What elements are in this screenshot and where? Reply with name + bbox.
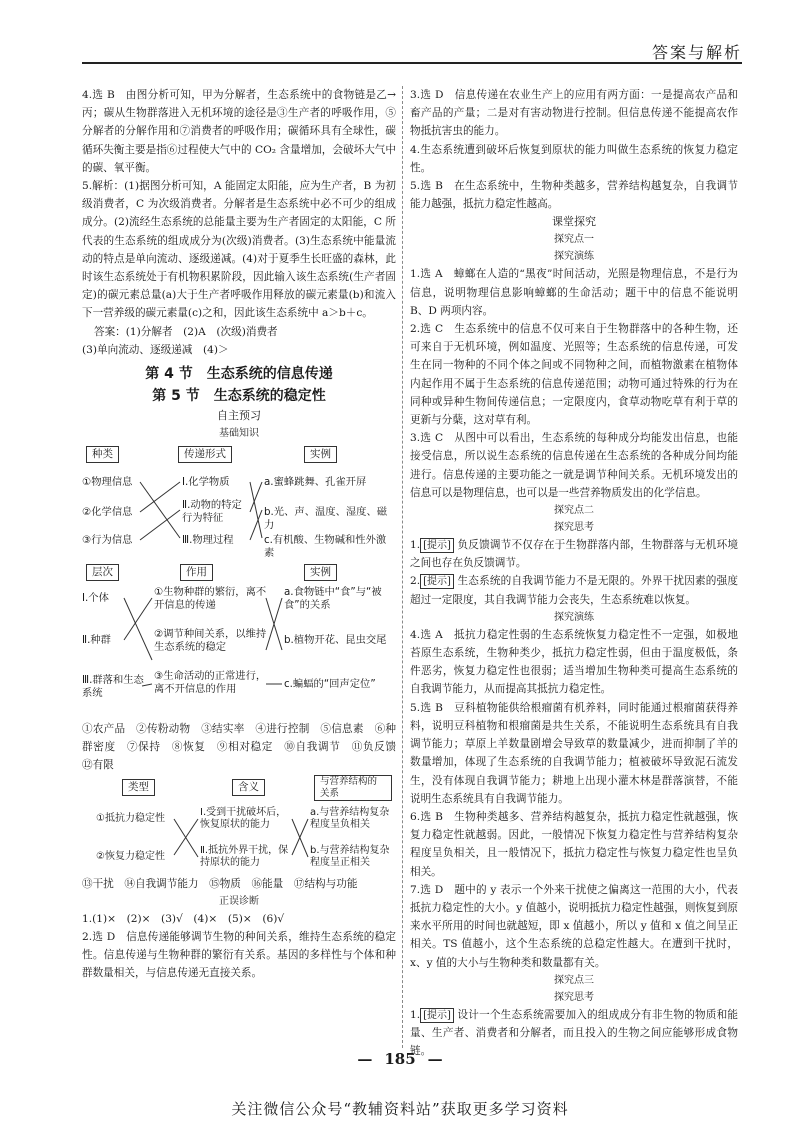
role-example-c: c.蝙蝠的“回声定位” <box>284 678 376 691</box>
page-number: — 185 — <box>357 1050 443 1068</box>
diagnosis-5: 5.选 B 在生态系统中，生物种类越多，营养结构越复杂，自我调节能力越强，抵抗力稳定性越高。 <box>410 180 738 211</box>
thinking-3-num: 1. <box>410 1008 421 1021</box>
thinking-2-num: 2. <box>410 575 421 588</box>
section-5-title: 第 5 节 生态系统的稳定性 <box>152 388 326 405</box>
explore-point-1: 探究点一 <box>554 234 594 246</box>
thinking-1-text: 负反馈调节不仅存在于生物群落内部，生物群落与无机环境之间也存在负反馈调节。 <box>410 539 738 570</box>
hint-label: [提示] <box>420 538 454 553</box>
relation-a: a.与营养结构复杂程度呈负相关 <box>310 806 390 830</box>
info-type-diagram <box>82 442 396 560</box>
thinking-1 <box>410 536 738 572</box>
practice-heading-1: 探究演练 <box>554 251 594 263</box>
form-chemical: Ⅰ.化学物质 <box>182 476 230 489</box>
role-2: ②调节种间关系，以维持生态系统的稳定 <box>154 628 267 654</box>
left-column <box>82 86 407 983</box>
practice-7: 7.选 D 题中的 y 表示一个外来干扰使之偏离这一范围的大小，代表抵抗力稳定性的大小。y 值越小，说明抵抗力稳定性越强，则恢复到原来水平所用的时间也就越短，即 x 值越小，所以 y 值和 x 值之间呈正相关。TS 值越小，这个生态系统的总稳定性越大。在遭到干扰时，x、y 值的大小与生物种类和数量都有关。 <box>410 883 738 969</box>
practice-4: 4.选 A 抵抗力稳定性弱的生态系统恢复力稳定性不一定强，如极地苔原生态系统，生物种类少，抵抗力稳定性弱，但由于温度极低，条件恶劣，恢复力稳定性也很弱；适当增加生物种类可提高生态系统的自我调节能力，从而提高其抵抗力稳定性。 <box>410 628 738 696</box>
explore-point-2: 探究点二 <box>554 505 594 517</box>
page-header <box>82 40 742 64</box>
form-behavior: Ⅱ.动物的特定行为特征 <box>182 499 242 525</box>
fill-in-answers-1: ①农产品 ②传粉动物 ③结实率 ④进行控制 ⑤信息素 ⑥种群密度 ⑦保持 ⑧恢复 ⑨相对稳定 ⑩自我调节 ⑪负反馈 ⑫有限 <box>82 723 407 772</box>
meaning-2: Ⅱ.抵抗外界干扰，保持原状的能力 <box>200 844 289 868</box>
class-explore-heading: 课堂探究 <box>552 215 596 229</box>
role-example-a: a.食物链中“食”与“被食”的关系 <box>284 586 382 612</box>
col-level-label: 层次 <box>86 564 119 581</box>
practice-6: 6.选 B 生物种类越多、营养结构越复杂，抵抗力稳定性就越强，恢复力稳定性就越弱。因此，一般情况下恢复力稳定性与营养结构复杂程度呈负相关，且一般情况下，抵抗力稳定性与恢复力稳定性也呈负相关。 <box>410 810 738 878</box>
thinking-heading-3: 探究思考 <box>554 991 594 1003</box>
stability-diagram <box>82 775 396 875</box>
info-role-diagram <box>82 560 396 720</box>
diagnosis-3: 3.选 D 信息传递在农业生产上的应用有两方面：一是提高农产品和畜产品的产量；二是对有害动物进行控制。但信息传递不能提高农作物抵抗害虫的能力。 <box>410 89 738 138</box>
example-c: c.有机酸、生物碱和性外激素 <box>264 534 387 560</box>
answer-5-result-2: (3)单向流动、逐级递减 (4)＞ <box>82 343 229 356</box>
role-1: ①生物种群的繁衍，离不开信息的传递 <box>154 586 267 612</box>
level-population: Ⅱ.种群 <box>82 634 111 647</box>
self-study-heading: 自主预习 <box>217 409 261 423</box>
explore-point-3: 探究点三 <box>554 974 594 986</box>
answer-5: 5.解析：(1)据图分析可知，A 能固定太阳能，应为生产者，B 为初级消费者，C 为次级消费者。分解者是生态系统中必不可少的组成成分。(2)流经生态系统的总能量主要为生产者固定的太阳能，C 所代表的生态系统的组成成分为(次级)消费者。(3)生态系统中能量流动的特点是单向流动、逐级递减。(4)对于夏季生长旺盛的森林，此时该生态系统处于有机物积累阶段，因此输入该生态系统(生产者固定)的碳元素总量(a)大于生产者呼吸作用释放的碳元素量(b)和流入下一营养级的碳元素量(c)之和，因此该生态系统中 a＞b＋c。 <box>82 180 396 320</box>
col-stability-type: 类型 <box>122 779 155 796</box>
practice-2: 2.选 C 生态系统中的信息不仅可来自于生物群落中的各种生物，还可来自于无机环境，例如温度、光照等；生态系统的信息传递，可发生在同一物种的不同个体之间或不同物种之间，而植物激素在植物体内起作用不属于生态系统的信息传递范围；动物可通过特殊的行为在同种或异种生物间传递信息；一定限度内，食草动物吃草有利于草的更新与分蘖，这对草有利。 <box>410 323 738 427</box>
stability-resistance: ①抵抗力稳定性 <box>96 812 165 824</box>
col-example-label-2: 实例 <box>304 564 337 581</box>
type-chemical: ②化学信息 <box>82 506 133 519</box>
fill-in-answers-2: ⑬干扰 ⑭自我调节能力 ⑮物质 ⑯能量 ⑰结构与功能 <box>82 877 358 890</box>
section-4-title: 第 4 节 生态系统的信息传递 <box>145 366 333 383</box>
col-relation: 与营养结构的关系 <box>314 775 392 801</box>
practice-1: 1.选 A 蟑螂在人造的“黑夜”时间活动，光照是物理信息，不是行为信息，说明物理信息影响蟑螂的生命活动；题干中的信息不能说明 B、D 两项内容。 <box>410 268 738 317</box>
thinking-2 <box>410 572 738 608</box>
practice-3: 3.选 C 从图中可以看出，生态系统的每种成分均能发出信息，也能接受信息，所以说生态系统的信息传递在生态系统的各种成分间均能进行。信息传递的主要功能之一就是调节种间关系。无机环境发出的信息可以是物理信息，也可以是一些营养物质发出的化学信息。 <box>410 432 738 499</box>
relation-b: b.与营养结构复杂程度呈正相关 <box>310 844 390 868</box>
practice-heading-2: 探究演练 <box>554 611 594 623</box>
column-divider <box>402 86 403 1048</box>
thinking-heading-2: 探究思考 <box>554 522 594 534</box>
meaning-1: Ⅰ.受到干扰破坏后，恢复原状的能力 <box>200 806 287 830</box>
header-title: 答案与解析 <box>651 43 742 62</box>
diagnosis-2: 2.选 D 信息传递能够调节生物的种间关系，维持生态系统的稳定性。信息传递与生物种群的繁衍有关系。基因的多样性与个体和种群数量相关，与信息传递无直接关系。 <box>82 931 396 980</box>
col-type-label: 种类 <box>86 446 119 463</box>
hint-label: [提示] <box>420 1008 454 1023</box>
footer-note: 关注微信公众号“教辅资料站”获取更多学习资料 <box>231 1100 569 1118</box>
answer-4: 4.选 B 由图分析可知，甲为分解者，生态系统中的食物链是乙→丙；碳从生物群落进入无机环境的途径是③生产者的呼吸作用，⑤分解者的分解作用和⑦消费者的呼吸作用；碳循环具有全球性，碳循环失衡主要是指⑥过程使大气中的 CO₂ 含量增加，会破坏大气中的碳、氧平衡。 <box>82 89 396 174</box>
level-community: Ⅲ.群落和生态系统 <box>82 674 144 700</box>
role-example-b: b.植物开花、昆虫交尾 <box>284 634 387 647</box>
diagnosis-4: 4.生态系统遭到破坏后恢复到原状的能力叫做生态系统的恢复力稳定性。 <box>410 143 738 174</box>
role-3: ③生命活动的正常进行，离不开信息的作用 <box>154 670 267 696</box>
practice-5: 5.选 B 豆科植物能供给根瘤菌有机养料，同时能通过根瘤菌获得养料，说明豆科植物和根瘤菌是共生关系，不能说明生态系统具有自我调节能力；草原上羊数量剧增会导致草的数量减少，进而抑制了羊的数量增加，体现了生态系统的自我调节能力；植被破坏导致泥石流发生，没有体现自我调节能力；耕地上出现小灌木林是群落演替，不能说明生态系统具有自我调节能力。 <box>410 701 738 805</box>
col-form-label: 传递形式 <box>178 446 232 463</box>
type-physical: ①物理信息 <box>82 476 133 489</box>
basic-knowledge-heading: 基础知识 <box>219 428 259 440</box>
thinking-2-text: 生态系统的自我调节能力不是无限的。外界干扰因素的强度超过一定限度，其自我调节能力会丧失，生态系统难以恢复。 <box>410 575 738 606</box>
col-example-label: 实例 <box>304 446 337 463</box>
level-individual: Ⅰ.个体 <box>82 592 109 605</box>
type-behavioral: ③行为信息 <box>82 534 133 547</box>
col-meaning: 含义 <box>232 779 265 796</box>
stability-resilience: ②恢复力稳定性 <box>96 850 165 862</box>
right-column <box>410 86 738 1060</box>
example-a: a.蜜蜂跳舞、孔雀开屏 <box>264 476 367 489</box>
example-b: b.光、声、温度、湿度、磁力 <box>264 506 388 532</box>
page-number-value: 185 <box>384 1050 416 1068</box>
answer-5-result-1: 答案：(1)分解者 (2)A (次级)消费者 <box>94 325 278 338</box>
col-role-label: 作用 <box>180 564 213 581</box>
hint-label: [提示] <box>420 574 454 589</box>
thinking-1-num: 1. <box>410 539 421 552</box>
diagnosis-1: 1.(1)× (2)× (3)√ (4)× (5)× (6)√ <box>82 912 285 925</box>
thinking-3-text: 设计一个生态系统需要加入的组成成分有非生物的物质和能量、生产者、消费者和分解者，而且投入的生物之间应能够形成食物链。 <box>410 1008 738 1058</box>
form-physical: Ⅲ.物理过程 <box>182 534 234 547</box>
diagnosis-heading: 正误诊断 <box>219 895 259 907</box>
